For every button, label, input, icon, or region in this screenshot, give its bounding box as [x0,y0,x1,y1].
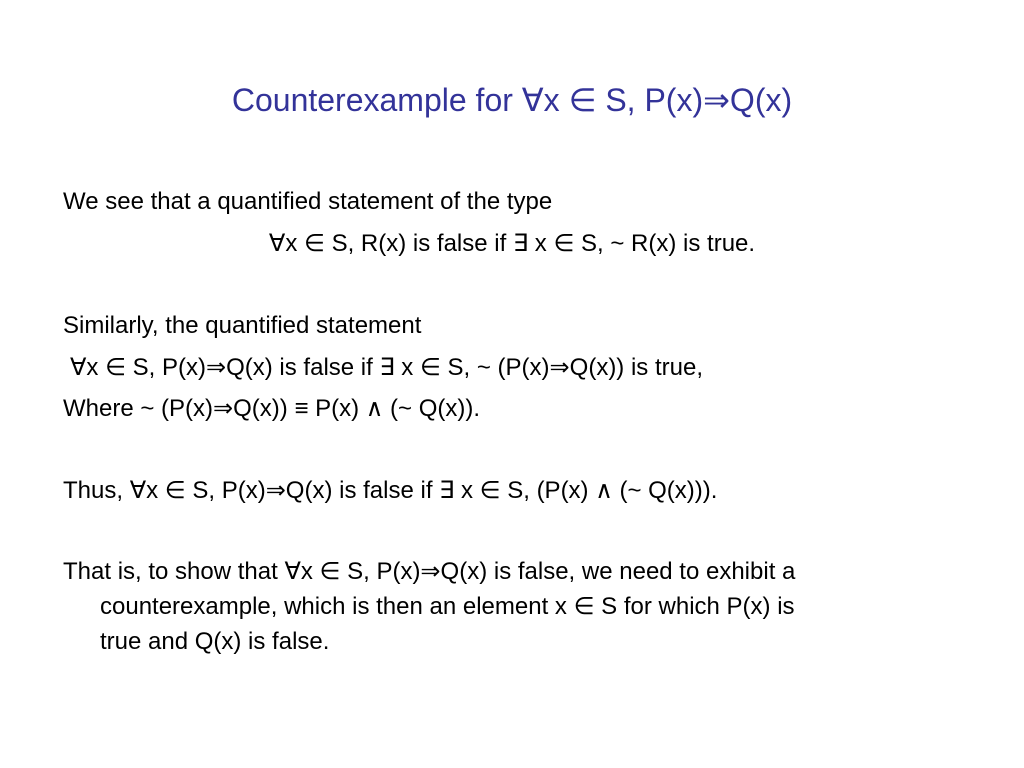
paragraph-1-line-1: We see that a quantified statement of the type [63,188,553,215]
paragraph-4-line-2: counterexample, which is then an element x ∈ S for which P(x) is [100,593,795,620]
paragraph-2-line-3: Where ~ (P(x)⇒Q(x)) ≡ P(x) ∧ (~ Q(x)). [63,395,480,422]
paragraph-2-line-1: Similarly, the quantified statement [63,312,422,339]
paragraph-4-line-3: true and Q(x) is false. [100,628,330,655]
paragraph-3: Thus, ∀x ∈ S, P(x)⇒Q(x) is false if ∃ x ∈ S, (P(x) ∧ (~ Q(x))). [63,477,718,504]
paragraph-4-line-1: That is, to show that ∀x ∈ S, P(x)⇒Q(x) is false, we need to exhibit a [63,558,796,585]
slide-title: Counterexample for ∀x ∈ S, P(x)⇒Q(x) [231,82,793,118]
paragraph-1-line-2: ∀x ∈ S, R(x) is false if ∃ x ∈ S, ~ R(x) is true. [268,230,756,257]
paragraph-2-line-2: ∀x ∈ S, P(x)⇒Q(x) is false if ∃ x ∈ S, ~ (P(x)⇒Q(x)) is true, [70,354,703,381]
